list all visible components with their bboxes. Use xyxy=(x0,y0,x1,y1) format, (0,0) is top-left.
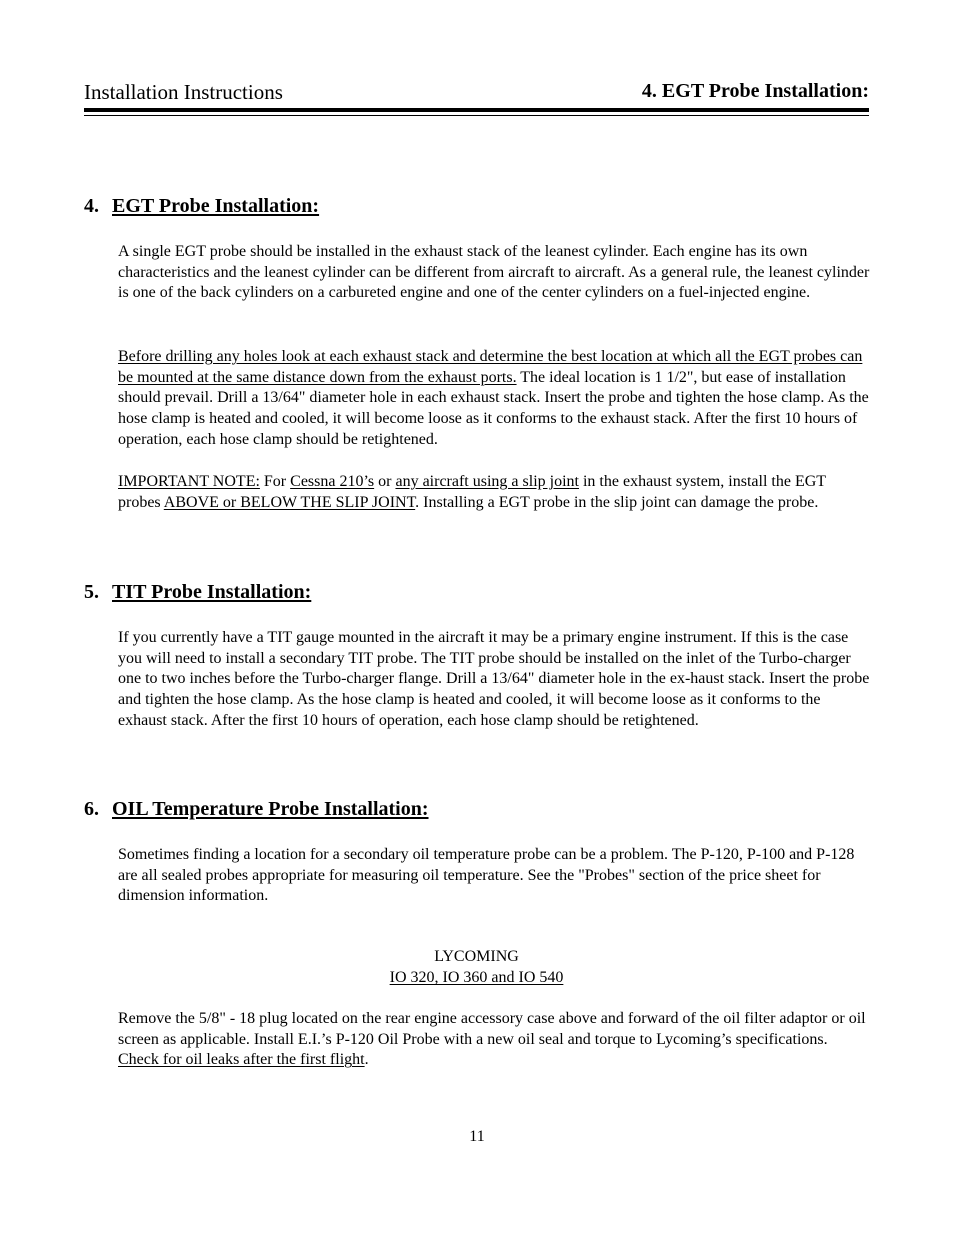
note-text-1: For xyxy=(259,473,291,490)
egt-important-note xyxy=(118,472,870,513)
oil-leak-check: Check for oil leaks after the first flight xyxy=(118,1051,365,1069)
page-header xyxy=(84,80,869,108)
egt-paragraph-2-body: The ideal location is 1 1/2", but ease of installation should prevail. Drill a 13/64" diameter hole in each exhaust stack. Insert the probe and tighten the hose clamp. As the hose clamp is heated and cooled, it will become loose as it conforms to the exhaust stack. After the first 10 hours of operation, each hose clamp should be retightened. xyxy=(118,368,869,448)
header-document-title: Installation Instructions xyxy=(84,80,283,104)
note-text-4: . Installing a EGT probe in the slip joint can damage the probe. xyxy=(415,493,819,511)
egt-paragraph-1: A single EGT probe should be installed in the exhaust stack of the leanest cylinder. Each engine has its own characteristics and the leanest cylinder can be different from aircraft to aircraft. As a general rule, the leanest cylinder is one of the back cylinders on a carbureted engine and one of the center cylinders on a fuel-injected engine. xyxy=(118,243,870,302)
engine-heading xyxy=(84,946,869,988)
section-heading-tit xyxy=(84,581,311,604)
section-heading-oil xyxy=(84,798,429,821)
oil-instructions-end: . xyxy=(364,1051,369,1069)
note-text-2: or xyxy=(374,473,396,490)
section-heading-egt xyxy=(84,195,319,218)
engine-make: LYCOMING xyxy=(434,948,519,965)
section-number: 4. xyxy=(84,195,99,217)
header-section-title: 4. EGT Probe Installation: xyxy=(641,80,869,102)
oil-instructions-body: Remove the 5/8" - 18 plug located on the rear engine accessory case above and forward of the oil filter adaptor or oil screen as applicable. Install E.I.’s P-120 Oil Probe with a new oil seal and torque to Lycoming’s specifications. xyxy=(118,1010,866,1048)
tit-paragraph: If you currently have a TIT gauge mounted in the aircraft it may be a primary engine instrument. If this is the case you will need to install a secondary TIT probe. The TIT probe should be installed on the inlet of the Turbo-charger one to two inches before the Turbo-charger flange. Drill a 13/64" diameter hole in the ex-haust stack. Insert the probe and tighten the hose clamp. As the hose clamp is heated and cooled, it will become loose as it conforms to the exhaust stack. After the first 10 hours of operation, each hose clamp should be retightened. xyxy=(118,629,870,729)
note-cessna: Cessna 210’s xyxy=(290,473,375,490)
section-number: 5. xyxy=(84,581,99,603)
note-above-below: ABOVE or BELOW THE SLIP JOINT xyxy=(163,493,416,511)
important-note-label: IMPORTANT NOTE: xyxy=(118,473,260,490)
section-number: 6. xyxy=(84,798,99,820)
section-title: OIL Temperature Probe Installation: xyxy=(112,798,429,820)
header-rule-thick xyxy=(84,108,869,112)
header-rule-thin xyxy=(84,115,869,116)
oil-instructions xyxy=(118,1009,870,1071)
note-text-3: in the exhaust system, install the EGT probes xyxy=(118,473,826,511)
oil-paragraph: Sometimes finding a location for a secondary oil temperature probe can be a problem. The P-120, P-100 and P-128 are all sealed probes appropriate for measuring oil temperature. See the "Probes" section of the price sheet for dimension information. xyxy=(118,846,855,905)
egt-paragraph-2 xyxy=(118,347,870,451)
section-title: TIT Probe Installation: xyxy=(112,581,312,603)
note-slip-joint: any aircraft using a slip joint xyxy=(395,473,579,490)
egt-drilling-warning: Before drilling any holes look at each exhaust stack and determine the best location at which all the EGT probes can be mounted at the same distance down from the exhaust ports. xyxy=(118,348,863,386)
section-title: EGT Probe Installation: xyxy=(112,195,320,217)
page-number: 11 xyxy=(469,1128,485,1145)
engine-models: IO 320, IO 360 and IO 540 xyxy=(389,969,564,986)
